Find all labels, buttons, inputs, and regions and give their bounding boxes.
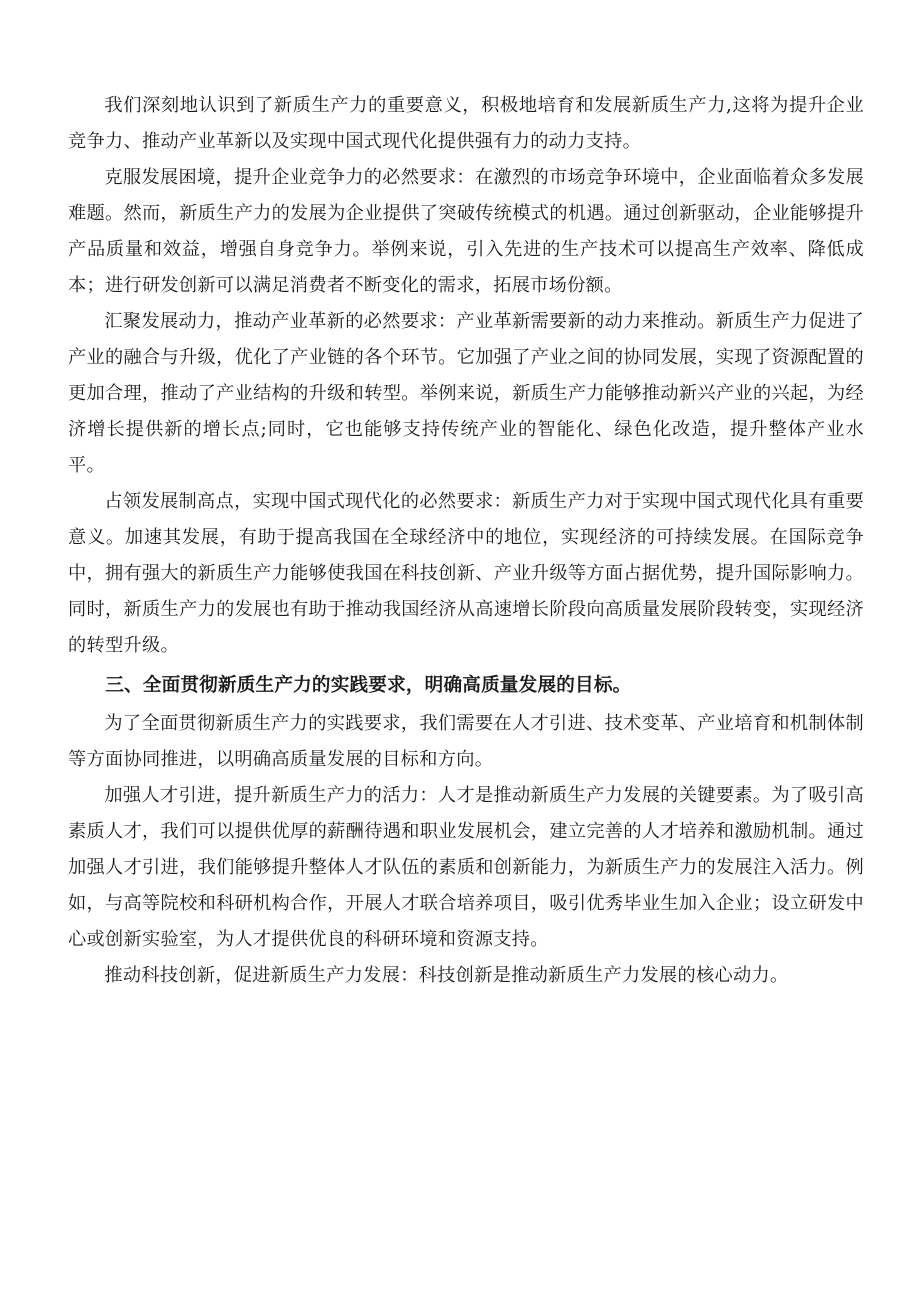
paragraph-industry-innovation: 汇聚发展动力，推动产业革新的必然要求：产业革新需要新的动力来推动。新质生产力促进了产业的融合与升级，优化了产业链的各个环节。它加强了产业之间的协同发展，实现了资源配置的更加合理，推动了产业结构的升级和转型。举例来说，新质生产力能够推动新兴产业的兴起，为经济增长提供新的增长点;同时，它也能够支持传统产业的智能化、绿色化改造，提升整体产业水平。	[68, 311, 864, 476]
section-heading: 三、全面贯彻新质生产力的实践要求，明确高质量发展的目标。	[105, 675, 632, 696]
paragraph-talent: 加强人才引进，提升新质生产力的活力：人才是推动新质生产力发展的关键要素。为了吸引高素质人才，我们可以提供优厚的薪酬待遇和职业发展机会，建立完善的人才培养和激励机制。通过加强人才引进，我们能够提升整体人才队伍的素质和创新能力，为新质生产力的发展注入活力。例如，与高等院校和科研机构合作，开展人才联合培养项目，吸引优秀毕业生加入企业；设立研发中心或创新实验室，为人才提供优良的科研环境和资源支持。	[68, 785, 864, 950]
paragraph-intro: 我们深刻地认识到了新质生产力的重要意义，积极地培育和发展新质生产力,这将为提升企业竞争力、推动产业革新以及实现中国式现代化提供强有力的动力支持。	[68, 95, 864, 152]
paragraph-modernization: 占领发展制高点，实现中国式现代化的必然要求：新质生产力对于实现中国式现代化具有重要意义。加速其发展，有助于提高我国在全球经济中的地位，实现经济的可持续发展。在国际竞争中，拥有强大的新质生产力能够使我国在科技创新、产业升级等方面占据优势，提升国际影响力。同时，新质生产力的发展也有助于推动我国经济从高速增长阶段向高质量发展阶段转变，实现经济的转型升级。	[68, 491, 864, 656]
paragraph-technology: 推动科技创新，促进新质生产力发展：科技创新是推动新质生产力发展的核心动力。	[104, 965, 789, 986]
document-page	[68, 88, 864, 994]
paragraph-competitiveness: 克服发展困境，提升企业竞争力的必然要求：在激烈的市场竞争环境中，企业面临着众多发展难题。然而，新质生产力的发展为企业提供了突破传统模式的机遇。通过创新驱动，企业能够提升产品质量和效益，增强自身竞争力。举例来说，引入先进的生产技术可以提高生产效率、降低成本；进行研发创新可以满足消费者不断变化的需求，拓展市场份额。	[68, 167, 864, 296]
paragraph-practice-requirements: 为了全面贯彻新质生产力的实践要求，我们需要在人才引进、技术变革、产业培育和机制体制等方面协同推进，以明确高质量发展的目标和方向。	[68, 713, 864, 770]
